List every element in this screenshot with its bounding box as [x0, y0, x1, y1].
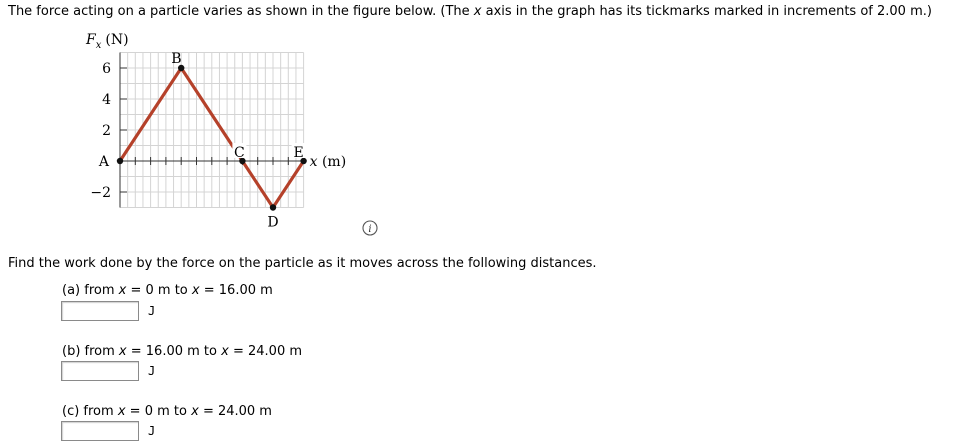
instructions: Find the work done by the force on the particle as it moves across the following distances. [8, 256, 597, 271]
y-axis-title: $F_x$ (N) [86, 32, 129, 51]
part-c-unit: J [148, 424, 156, 438]
part-b-unit: J [148, 364, 156, 378]
point-label-b: B [171, 51, 182, 67]
point-label-d: D [267, 214, 279, 231]
chart-labels [85, 32, 346, 231]
point-label-c: C [234, 145, 245, 161]
part-a-label: (a) from x = 0 m to x = 16.00 m [62, 283, 273, 298]
y-tick-label: 2 [102, 123, 111, 139]
part-a-answer-field[interactable] [61, 301, 139, 321]
intro-variable: x [473, 4, 482, 19]
svg-text:i: i [368, 224, 372, 235]
point-label-e: E [293, 145, 304, 161]
y-tick-label: −2 [90, 185, 111, 201]
part-c-label: (c) from x = 0 m to x = 24.00 m [62, 404, 272, 419]
point-label-a: A [98, 154, 109, 170]
force-graph [60, 28, 360, 238]
part-c-answer-field[interactable] [61, 421, 139, 441]
point-d [270, 204, 276, 210]
grid [120, 53, 304, 208]
info-icon[interactable] [362, 220, 378, 236]
intro-text: The force acting on a particle varies as shown in the figure below. (The [8, 4, 474, 19]
intro-text-end: axis in the graph has its tickmarks marked in increments of 2.00 m.) [481, 4, 932, 19]
part-b-answer-field[interactable] [61, 361, 139, 381]
part-a-unit: J [148, 304, 156, 318]
problem-statement [8, 4, 973, 19]
y-tick-label: 4 [102, 92, 111, 108]
x-axis-title: x (m) [309, 154, 347, 170]
point-a [117, 158, 123, 164]
y-tick-label: 6 [102, 61, 111, 77]
part-b-label: (b) from x = 16.00 m to x = 24.00 m [62, 344, 303, 359]
